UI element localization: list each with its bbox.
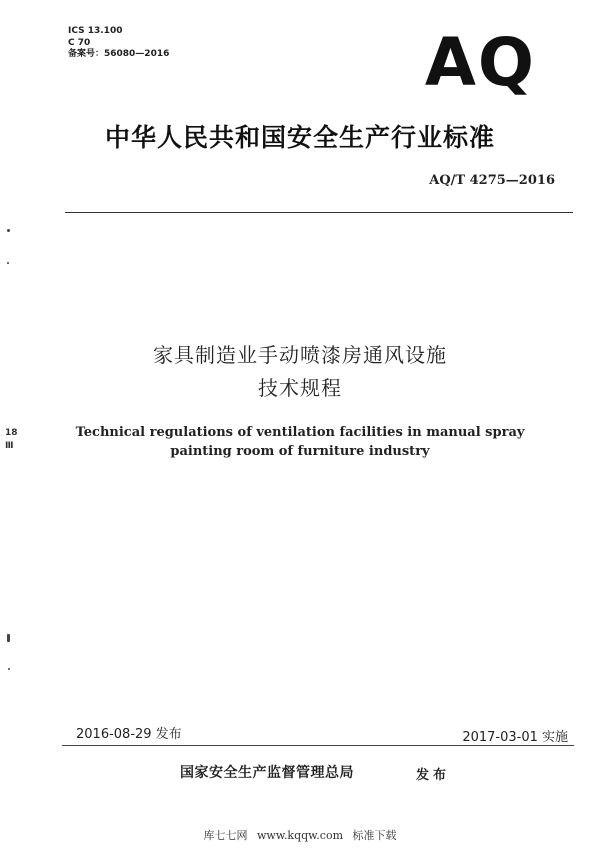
- scan-speck: [7, 262, 9, 264]
- issue-label: 发布: [416, 768, 451, 783]
- issuing-authority: 国家安全生产监督管理总局: [180, 765, 354, 781]
- document-title-en-line1: Technical regulations of ventilation facilities in manual spray: [75, 425, 525, 440]
- record-number: 备案号：56080—2016: [68, 49, 170, 59]
- publication-date: 2016-08-29 发布: [76, 727, 182, 742]
- aq-logo: AQ: [424, 24, 536, 101]
- scan-speck: [7, 634, 10, 642]
- document-title-cn-line1: 家具制造业手动喷漆房通风设施: [153, 343, 447, 367]
- document-title-cn-line2: 技术规程: [258, 376, 342, 400]
- margin-mark-symbol: Ⅲ: [5, 441, 14, 451]
- standard-classification: [68, 26, 169, 61]
- ccs-code: C 70: [68, 37, 91, 48]
- standard-number: AQ/T 4275—2016: [429, 173, 555, 188]
- footer-divider: [62, 745, 574, 746]
- document-title-en-line2: painting room of furniture industry: [170, 444, 430, 459]
- source-watermark: 库七七网 www.kqqw.com 标准下载: [203, 829, 397, 842]
- standard-category-title: 中华人民共和国安全生产行业标准: [104, 123, 495, 152]
- scan-speck: [8, 668, 10, 670]
- scan-speck: [7, 229, 10, 232]
- header-divider: [65, 212, 573, 213]
- implementation-date: 2017-03-01 实施: [462, 730, 568, 745]
- margin-mark: [5, 427, 18, 453]
- margin-mark-number: 18: [5, 428, 18, 438]
- ics-code: ICS 13.100: [68, 26, 123, 36]
